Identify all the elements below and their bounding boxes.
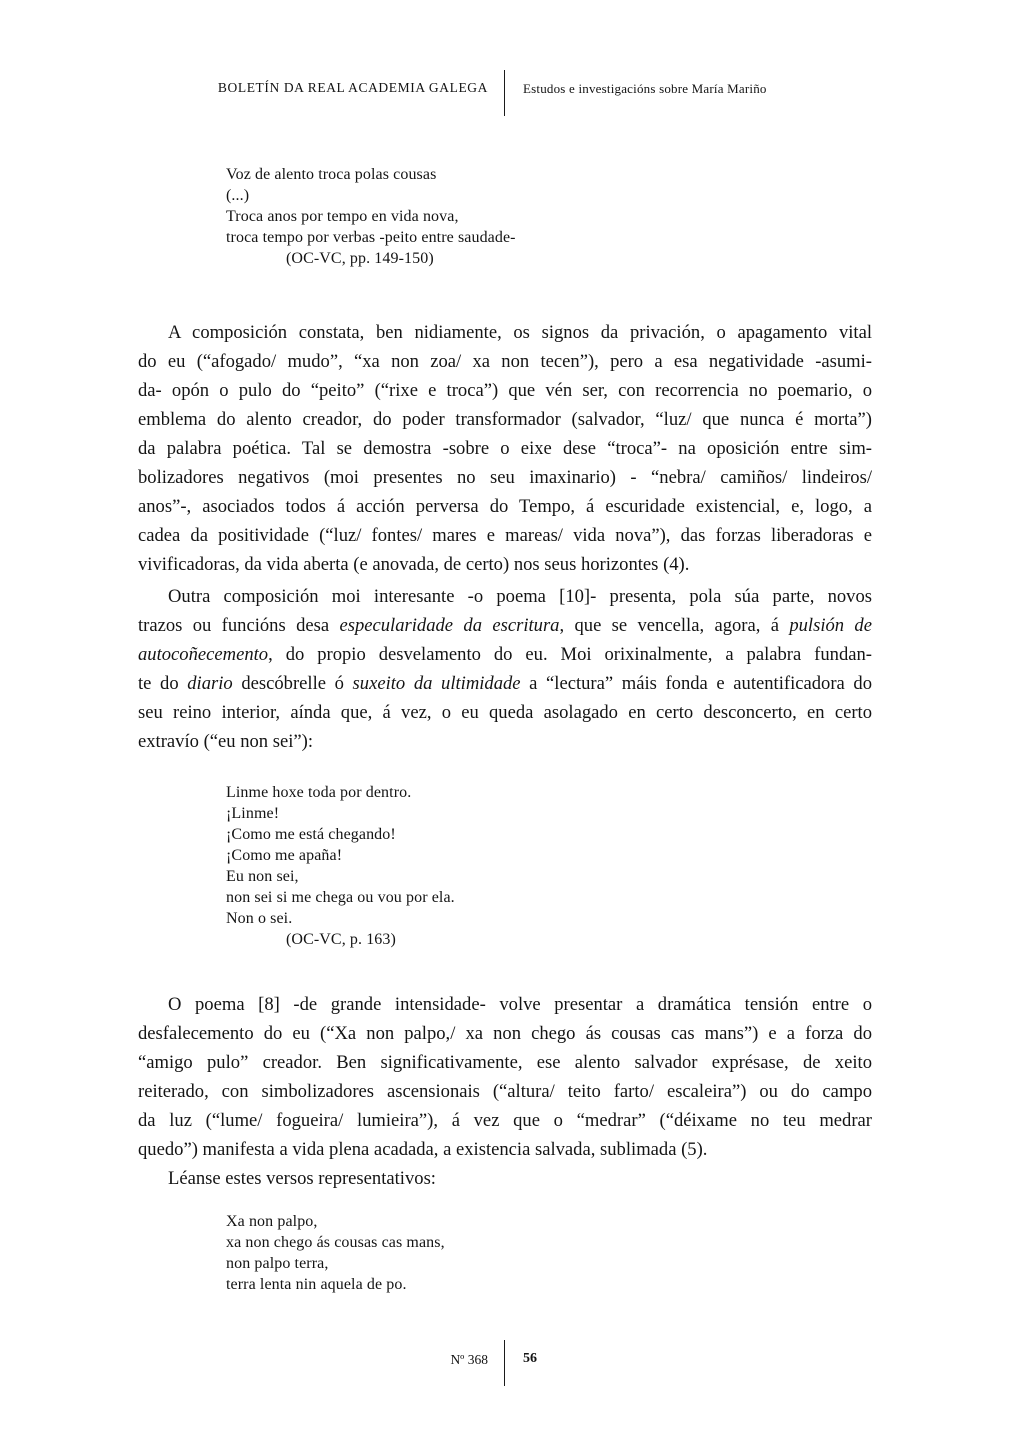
text-segment: trazos ou funcións desa (138, 615, 340, 636)
text-line (138, 640, 872, 669)
paragraph-1 (138, 318, 872, 579)
text-line: Outra composición moi interesante -o poema [10]- presenta, pola súa parte, novos (168, 586, 872, 607)
text-line: desfalecemento do eu (“Xa non palpo,/ xa non chego ás cousas cas mans”) e a forza do (138, 1023, 872, 1044)
verse-line: Troca anos por tempo en vida nova, (226, 208, 459, 225)
text-line: da palabra poética. Tal se demostra -sobre o eixe dese “troca”- na oposición entre sim- (138, 438, 872, 459)
italic-term: pulsión de (789, 615, 872, 636)
text-line: vivificadoras, da vida aberta (e anovada, de certo) nos seus horizontes (4). (138, 554, 690, 575)
text-segment: te do (138, 673, 188, 694)
text-line: “amigo pulo” creador. Ben significativamente, ese alento salvador exprésase, de xeito (138, 1052, 872, 1073)
text-line: A composición constata, ben nidiamente, os signos da privación, o apagamento vital (168, 322, 872, 343)
text-line: extravío (“eu non sei”): (138, 731, 314, 752)
text-line: bolizadores negativos (moi presentes no seu imaxinario) - “nebra/ camiños/ lindeiros/ (138, 467, 872, 488)
text-segment: , do propio desvelamento do eu. Moi orixinalmente, a palabra fundan- (268, 644, 872, 665)
text-line: reiterado, con simbolizadores ascensionais (“altura/ teito farto/ escaleira”) ou do campo (138, 1081, 872, 1102)
section-title: Estudos e investigacións sobre María Mariño (523, 81, 767, 96)
text-line: da luz (“lume/ fogueira/ lumieira”), á vez que o “medrar” (“déixame no teu medrar (138, 1110, 872, 1131)
text-line: quedo”) manifesta a vida plena acadada, a existencia salvada, sublimada (5). (138, 1139, 708, 1160)
text-line: cadea da positividade (“luz/ fontes/ mares e mareas/ vida nova”), das forzas liberadoras e (138, 525, 872, 546)
verse-line: terra lenta nin aquela de po. (226, 1276, 407, 1293)
paragraph-2 (138, 582, 872, 756)
poem-quote-3 (226, 1211, 445, 1295)
text-line: anos”-, asociados todos á acción perversa do Tempo, á escuridade existencial, e, logo, a (138, 496, 872, 517)
poem-quote-1 (226, 164, 516, 269)
running-footer (0, 1340, 1010, 1386)
verse-line: Linme hoxe toda por dentro. (226, 784, 412, 801)
running-header (0, 70, 1010, 116)
italic-term: especularidade da escritura (339, 615, 560, 636)
italic-term: diario (187, 673, 233, 694)
text-line: O poema [8] -de grande intensidade- volve presentar a dramática tensión entre o (168, 994, 872, 1015)
verse-line: xa non chego ás cousas cas mans, (226, 1234, 445, 1251)
verse-line: Non o sei. (226, 910, 293, 927)
verse-line: troca tempo por verbas -peito entre saudade- (226, 229, 516, 246)
issue-number: Nº 368 (450, 1352, 488, 1367)
text-segment: descóbrelle ó (232, 673, 353, 694)
paragraph-3 (138, 990, 872, 1193)
quote-citation: (OC-VC, pp. 149-150) (286, 250, 434, 267)
header-divider (504, 70, 505, 116)
quote-citation: (OC-VC, p. 163) (286, 931, 396, 948)
text-segment: , que se vencella, agora, á (559, 615, 790, 636)
italic-term: autocoñecemento (138, 644, 269, 665)
poem-quote-2 (226, 782, 455, 950)
verse-line: Eu non sei, (226, 868, 299, 885)
footer-divider (504, 1340, 505, 1386)
text-segment: a “lectura” máis fonda e autentificadora do (520, 673, 873, 694)
text-line: seu reino interior, aínda que, á vez, o eu queda asolagado en certo desconcerto, en certo (138, 702, 872, 723)
text-line: emblema do alento creador, do poder transformador (salvador, “luz/ que nunca é morta”) (138, 409, 872, 430)
verse-line: Voz de alento troca polas cousas (226, 166, 437, 183)
text-line: do eu (“afogado/ mudo”, “xa non zoa/ xa non tecen”), pero a esa negatividade -asumi- (138, 351, 872, 372)
text-line: Léanse estes versos representativos: (168, 1168, 436, 1189)
text-line: da- opón o pulo do “peito” (“rixe e troca”) que vén ser, con recorrencia no poemario, o (138, 380, 872, 401)
verse-line: ¡Como me está chegando! (226, 826, 396, 843)
page-number: 56 (523, 1351, 537, 1366)
verse-line: (...) (226, 187, 250, 204)
verse-line: ¡Linme! (226, 805, 280, 822)
text-line (138, 611, 872, 640)
text-line (138, 669, 872, 698)
italic-term: suxeito da ultimidade (352, 673, 521, 694)
verse-line: Xa non palpo, (226, 1213, 318, 1230)
verse-line: ¡Como me apaña! (226, 847, 343, 864)
journal-title: BOLETÍN DA REAL ACADEMIA GALEGA (217, 80, 488, 95)
verse-line: non sei si me chega ou vou por ela. (226, 889, 455, 906)
verse-line: non palpo terra, (226, 1255, 329, 1272)
